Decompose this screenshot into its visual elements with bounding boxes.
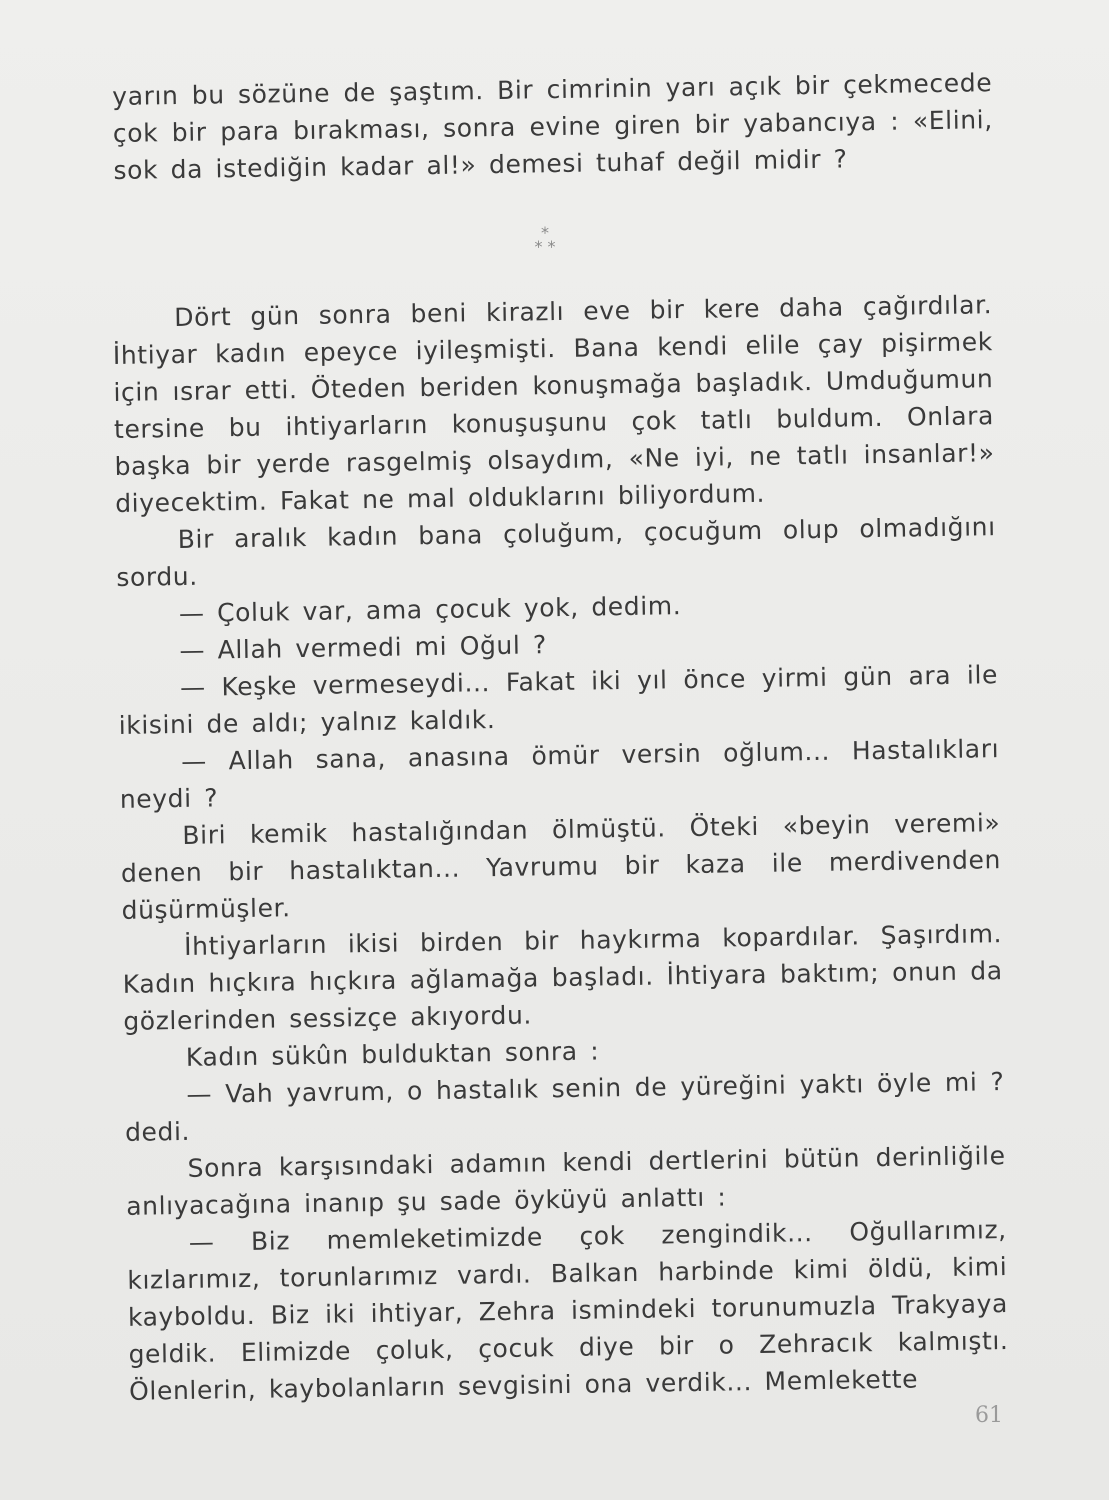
page-number: 61 [975,1403,1003,1428]
section-separator [520,223,570,266]
paragraph: Bir aralık kadın bana çoluğum, çocuğum olup olmadığını sordu. [116,512,996,592]
separator-star-bottom: * * [534,237,556,256]
dialogue-line: — Keşke vermeseydi... Fakat iki yıl önce yirmi gün ara ile ikisini de aldı; yalnız kaldık. [118,660,999,740]
opening-paragraph: yarın bu sözüne de şaştım. Bir cimrinin yarı açık bir çekmecede çok bir para bırakması, sonra evine giren bir yabancıya : «Elini, sok da istediğin kadar al!» demesi tuhaf değil midir ? [112,68,993,185]
dialogue-line: — Vah yavrum, o hastalık senin de yüreğini yaktı öyle mi ? dedi. [124,1067,1005,1147]
paragraph: Dört gün sonra beni kirazlı eve bir kere daha çağırdılar. İhtiyar kadın epeyce iyileşmişti. Bana kendi elile çay pişirmek için ısrar etti. Öteden beriden konuşmağa başladık. Umduğumun tersine bu ihtiyarların konuşuşunu çok tatlı buldum. Onlara başka bir yerde rasgelmiş olsaydım, «Ne iyi, ne tatlı insanlar!» diyecektim. Fakat ne mal olduklarını biliyordum. [112,290,995,518]
dialogue-line: — Allah vermedi mi Oğul ? [179,630,548,665]
dialogue-line: — Allah sana, anasına ömür versin oğlum... Hastalıkları neydi ? [119,734,1000,814]
main-text-block [112,286,1009,1410]
paragraph: Kadın sükûn bulduktan sonra : [185,1036,600,1072]
dialogue-line: — Çoluk var, ama çocuk yok, dedim. [178,591,682,628]
top-text-block [112,64,994,189]
paragraph: Biri kemik hastalığından ölmüştü. Öteki «beyin veremi» denen bir hastalıktan... Yavrumu bir kaza ile merdivenden düşürmüşler. [120,808,1002,925]
separator-star-top: * [541,223,549,242]
dialogue-line: — Biz memleketimizde çok zengindik... Oğullarımız, kızlarımız, torunlarımız vardı. Balkan harbinde kimi öldü, kimi kayboldu. Biz iki ihtiyar, Zehra ismindeki torunumuzla Trakyaya geldik. Elimizde çoluk, çocuk diye bir o Zehracık kalmıştı. Ölenlerin, kaybolanların sevgisini ona verdik... Memlekette [127,1215,1009,1406]
paragraph: Sonra karşısındaki adamın kendi dertlerini bütün derinliğile anlıyacağına inanıp şu sade öyküyü anlattı : [126,1141,1006,1221]
paragraph: İhtiyarların ikisi birden bir haykırma kopardılar. Şaşırdım. Kadın hıçkıra hıçkıra ağlamağa başladı. İhtiyara baktım; onun da gözlerinden sessizçe akıyordu. [122,919,1003,1036]
